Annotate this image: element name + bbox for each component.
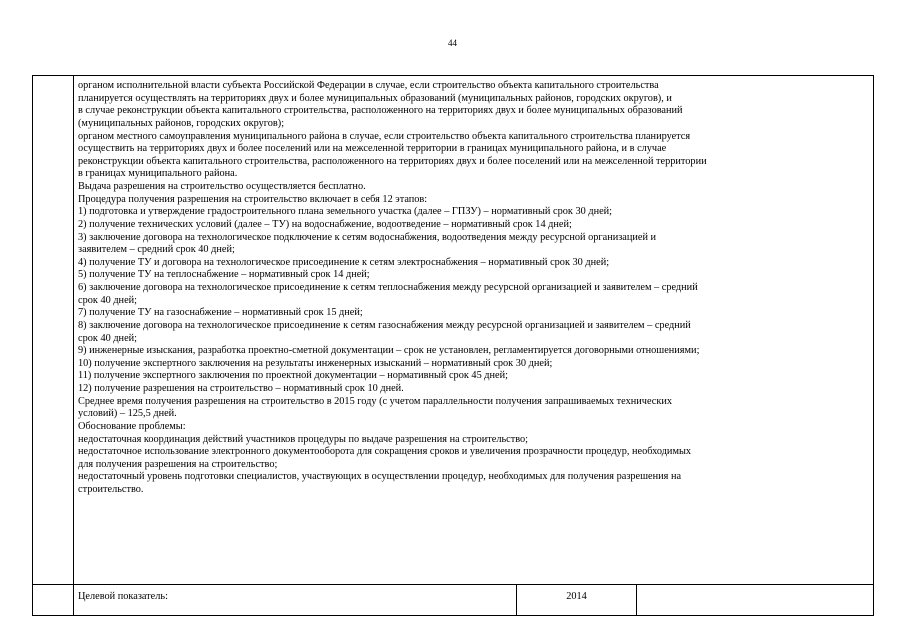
- text-line: в случае реконструкции объекта капитального строительства, расположенного на территориях двух и более муниципальных образований: [78, 105, 683, 117]
- text-line: в границах муниципального района.: [78, 168, 238, 180]
- target-indicator-year: 2014: [517, 585, 637, 616]
- text-line: 8) заключение договора на технологическое присоединение к сетям газоснабжения между ресурсной организацией и заявителем – средний: [78, 319, 691, 331]
- row-number-cell: [33, 76, 74, 585]
- text-line: недостаточный уровень подготовки специалистов, участвующих в осуществлении процедур, необходимых для получения разрешения на: [78, 471, 682, 483]
- text-line: 6) заключение договора на технологическое присоединение к сетям теплоснабжения между ресурсной организацией и заявителем – средний: [78, 282, 698, 293]
- text-line: строительство.: [78, 484, 144, 495]
- text-line: недостаточная координация действий участников процедуры по выдаче разрешения на строительство;: [78, 433, 529, 445]
- text-line: 5) получение ТУ на теплоснабжение – нормативный срок 14 дней;: [78, 269, 370, 281]
- text-line: Выдача разрешения на строительство осуществляется бесплатно.: [78, 181, 366, 192]
- text-line: срок 40 дней;: [78, 294, 138, 306]
- text-line: (муниципальных районов, городских округов);: [78, 117, 285, 129]
- text-line: срок 40 дней;: [78, 332, 138, 344]
- text-line: органом исполнительной власти субъекта Российской Федерации в случае, если строительство объекта капитального строительства: [78, 80, 659, 91]
- text-line: 3) заключение договора на технологическое подключение к сетям водоснабжения, водоотведения между ресурсной организацией и: [78, 231, 657, 243]
- target-indicator-row: [33, 585, 874, 616]
- text-line: 2) получение технических условий (далее – ТУ) на водоснабжение, водоотведение – нормативный срок 14 дней;: [78, 218, 572, 230]
- text-line: Обоснование проблемы:: [78, 420, 186, 432]
- row-number-cell: [33, 585, 74, 616]
- text-line: заявителем – средний срок 40 дней;: [78, 244, 235, 256]
- text-line: 12) получение разрешения на строительство – нормативный срок 10 дней.: [78, 383, 404, 394]
- text-line: недостаточное использование электронного документооборота для сокращения сроков и увеличения прозрачности процедур, необходимых: [78, 446, 692, 458]
- text-line: 10) получение экспертного заключения на результаты инженерных изысканий – нормативный срок 30 дней;: [78, 357, 553, 369]
- text-line: реконструкции объекта капитального строительства, расположенного на территориях двух и более поселений или на межселенной территории: [78, 155, 707, 167]
- text-line: 9) инженерные изыскания, разработка проектно-сметной документации – срок не установлен, регламентируется договорными отношениями;: [78, 345, 700, 357]
- text-line: условий) – 125,5 дней.: [78, 408, 177, 420]
- text-line: 1) подготовка и утверждение градостроительного плана земельного участка (далее – ГПЗУ) – нормативный срок 30 дней;: [78, 206, 613, 218]
- target-indicator-value: [637, 585, 874, 616]
- text-line: 11) получение экспертного заключения по проектной документации – нормативный срок 45 дней;: [78, 370, 508, 382]
- text-line: 4) получение ТУ и договора на технологическое присоединение к сетям электроснабжения – нормативный срок 30 дней;: [78, 256, 610, 268]
- text-line: для получения разрешения на строительство;: [78, 458, 278, 470]
- content-row: [33, 76, 874, 585]
- text-line: осуществить на территориях двух и более поселений или на межселенной территории в границах муниципального района, и в случае: [78, 143, 667, 155]
- content-cell: [74, 76, 874, 585]
- target-indicator-label: Целевой показатель:: [74, 585, 517, 616]
- page-number: 44: [448, 38, 457, 48]
- text-line: Среднее время получения разрешения на строительство в 2015 году (с учетом параллельности получения запрашиваемых технических: [78, 395, 673, 407]
- text-line: органом местного самоуправления муниципального района в случае, если строительство объекта капитального строительства планируется: [78, 130, 691, 142]
- text-line: планируется осуществлять на территориях двух и более муниципальных образований (муниципальных районов, городских округов), и: [78, 92, 672, 104]
- document-table: [32, 75, 874, 616]
- text-line: Процедура получения разрешения на строительство включает в себя 12 этапов:: [78, 193, 428, 205]
- text-line: 7) получение ТУ на газоснабжение – нормативный срок 15 дней;: [78, 307, 363, 319]
